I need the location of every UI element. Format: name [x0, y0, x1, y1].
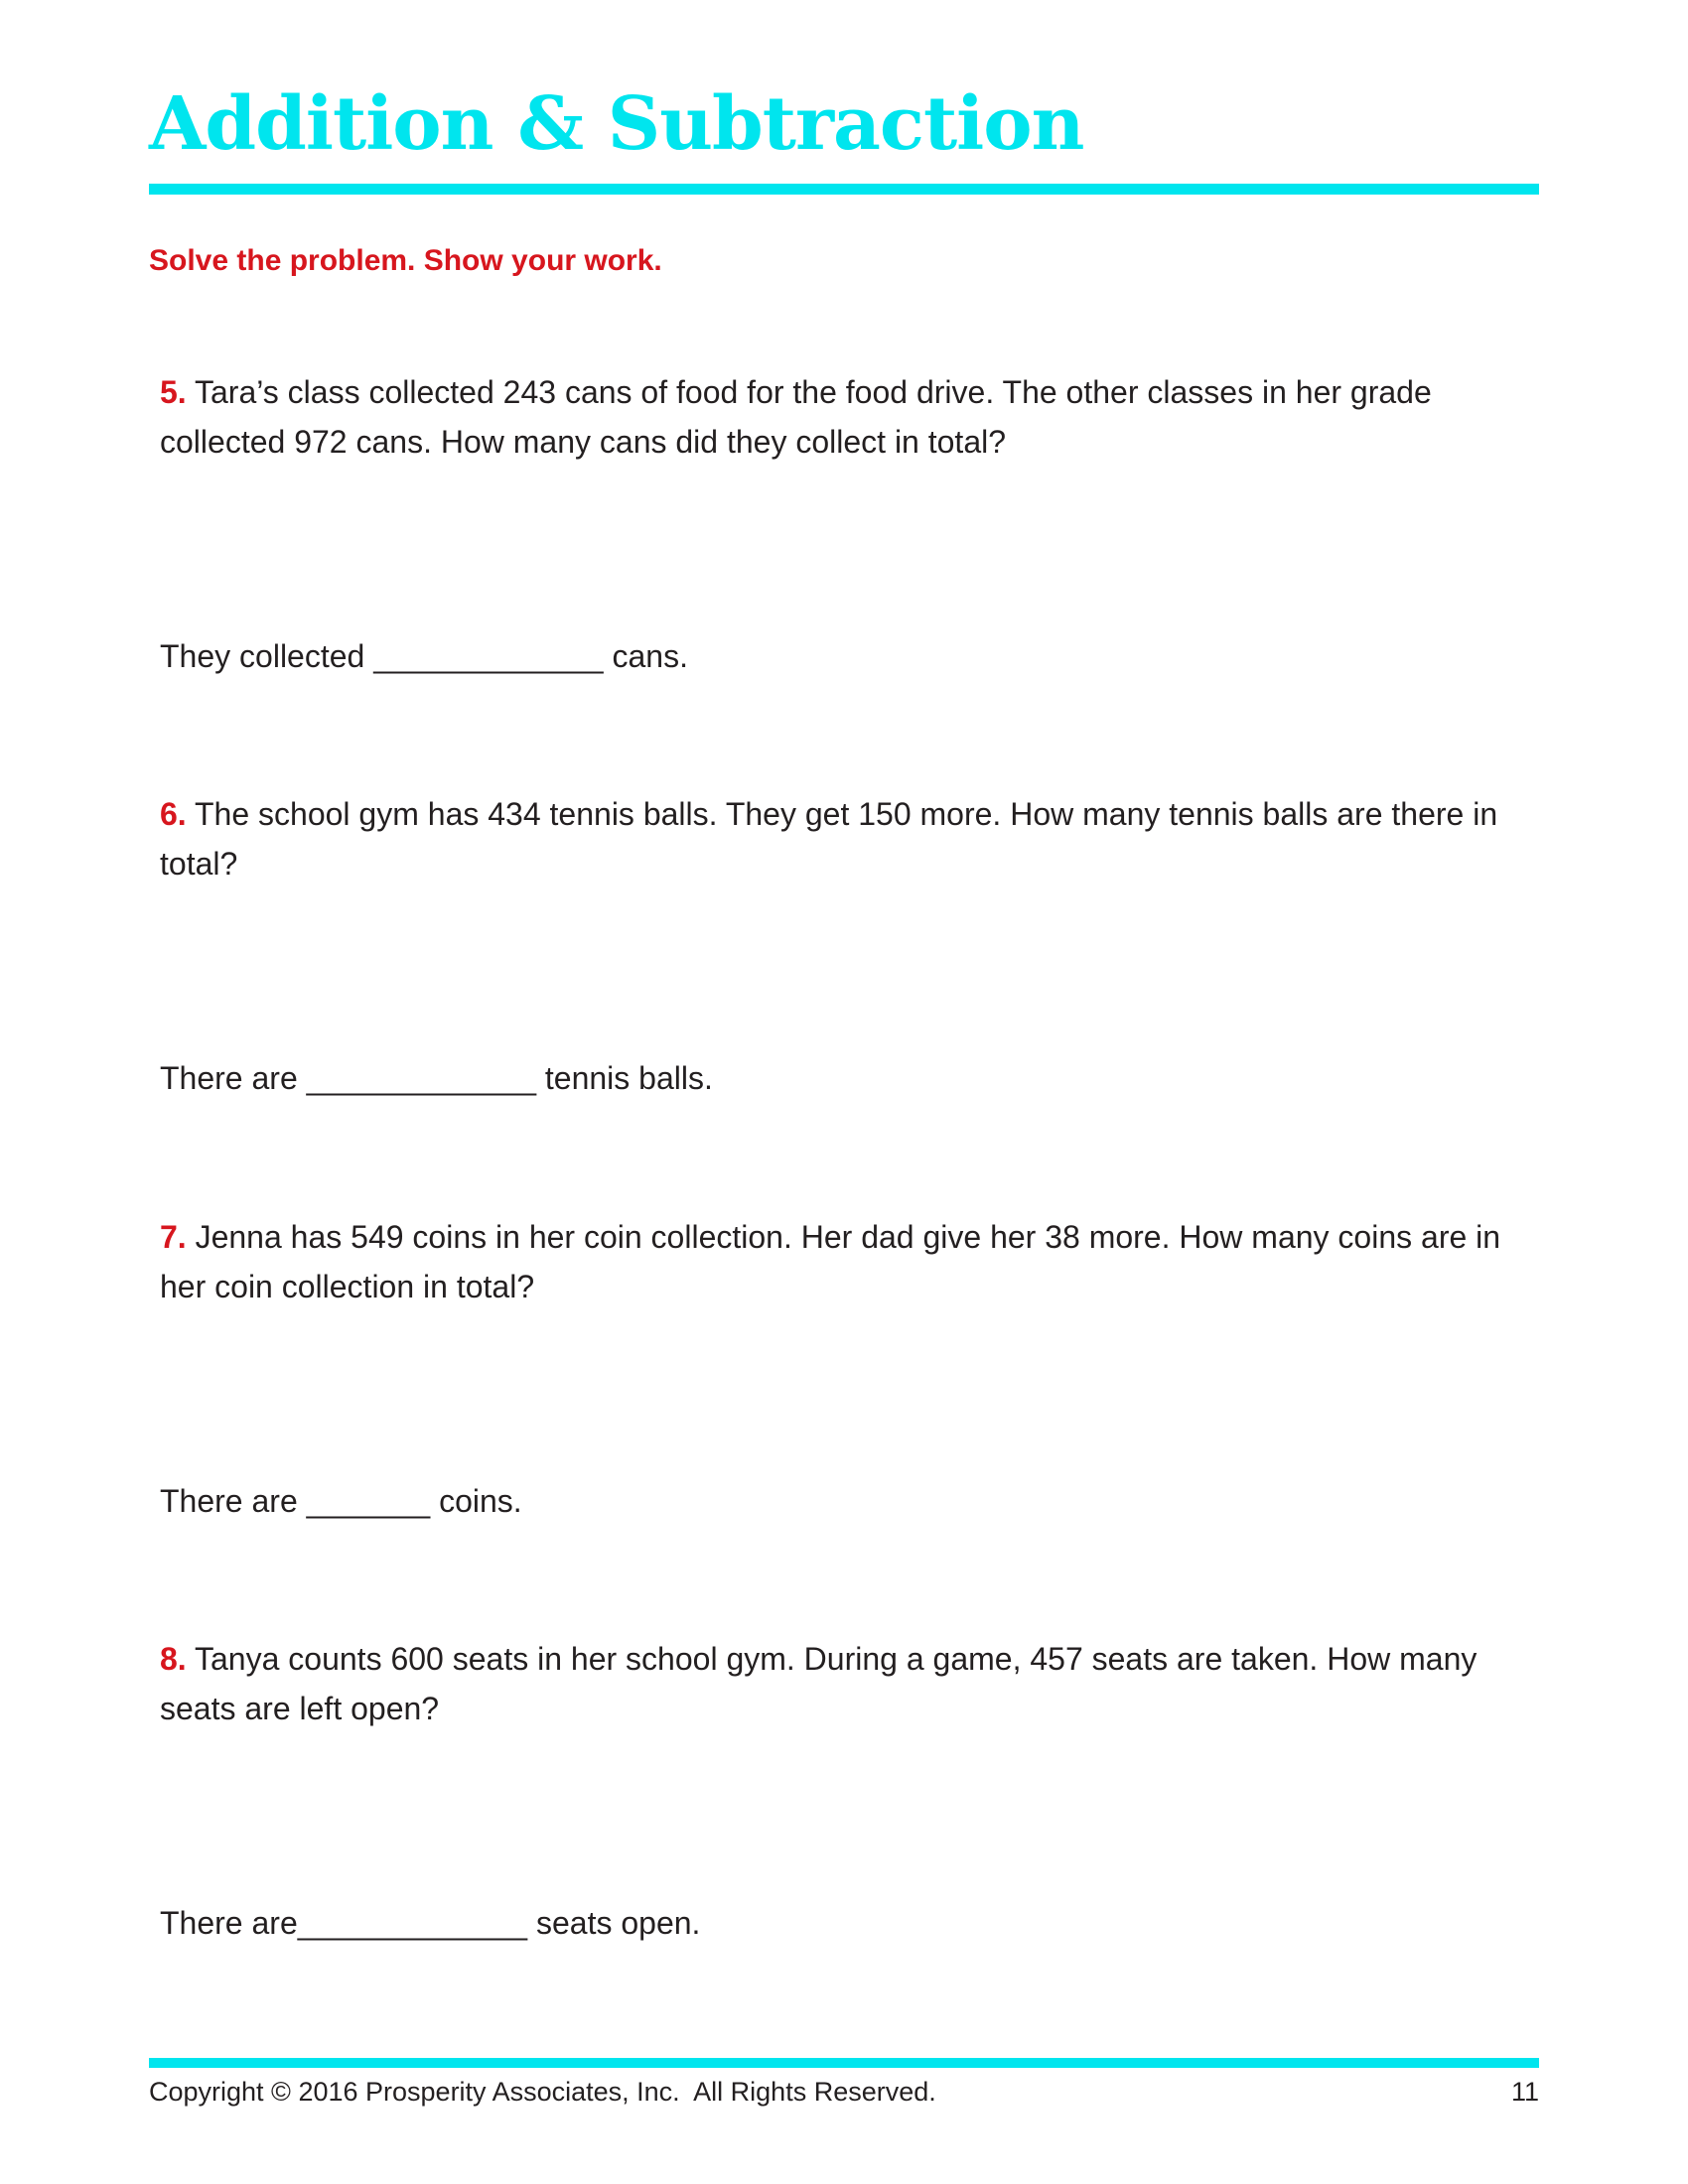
- page-title: Addition & Subtraction: [149, 81, 1084, 167]
- problem-number: 8.: [160, 1641, 187, 1677]
- problem-5: [160, 367, 1540, 674]
- answer-line: There are _____________ tennis balls.: [160, 1060, 713, 1096]
- instructions-text: Solve the problem. Show your work.: [149, 244, 662, 277]
- answer-line: There are _______ coins.: [160, 1483, 522, 1519]
- answer-line: They collected _____________ cans.: [160, 638, 688, 674]
- problem-6: [160, 789, 1540, 1096]
- problem-question: [160, 789, 1540, 888]
- page-number: 11: [1510, 2077, 1539, 2107]
- problem-text: Jenna has 549 coins in her coin collection. Her dad give her 38 more. How many coins are in her coin collection in total?: [160, 1219, 1501, 1304]
- problem-7: [160, 1212, 1540, 1519]
- problem-number: 7.: [160, 1219, 187, 1255]
- footer-divider: [149, 2058, 1539, 2068]
- problem-text: The school gym has 434 tennis balls. They get 150 more. How many tennis balls are there in total?: [160, 796, 1498, 882]
- copyright-text: Copyright © 2016 Prosperity Associates, Inc. All Rights Reserved.: [149, 2077, 936, 2107]
- problem-question: [160, 367, 1540, 467]
- problem-question: [160, 1634, 1540, 1733]
- answer-line: There are_____________ seats open.: [160, 1905, 701, 1941]
- title-underline-divider: [149, 184, 1539, 195]
- problem-text: Tara’s class collected 243 cans of food for the food drive. The other classes in her grade collected 972 cans. How many cans did they collect in total?: [160, 374, 1432, 460]
- problem-text: Tanya counts 600 seats in her school gym. During a game, 457 seats are taken. How many seats are left open?: [160, 1641, 1477, 1726]
- problem-8: [160, 1634, 1540, 1941]
- problem-number: 5.: [160, 374, 187, 410]
- problem-number: 6.: [160, 796, 187, 832]
- problem-question: [160, 1212, 1540, 1311]
